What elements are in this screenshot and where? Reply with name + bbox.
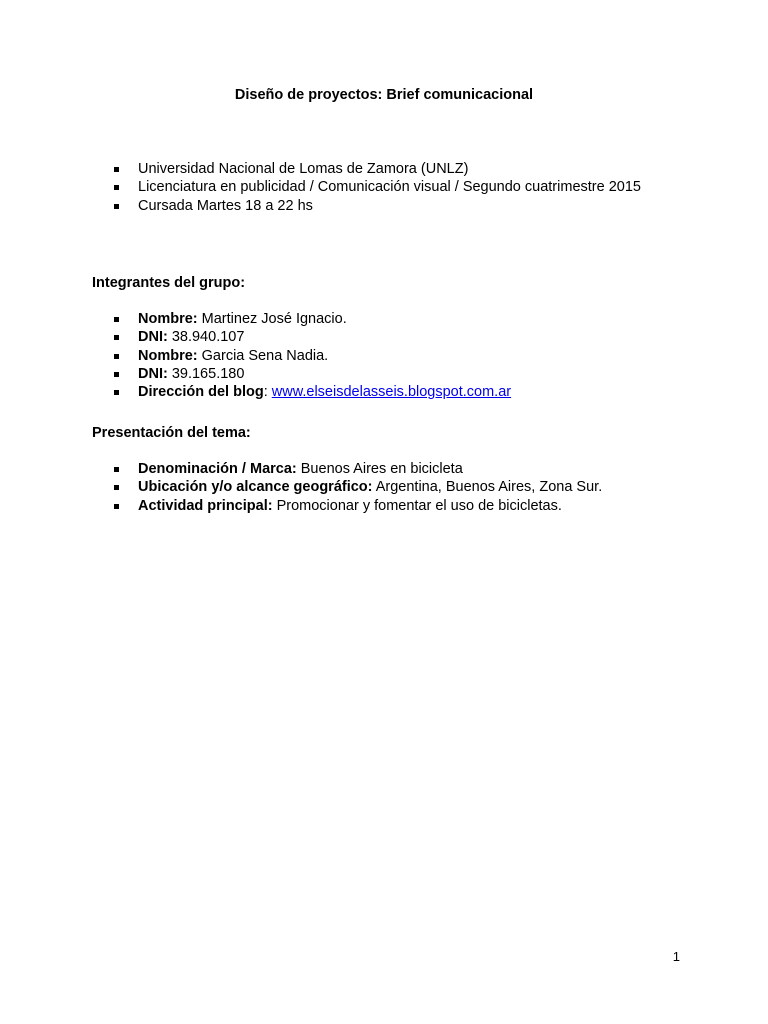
topic-heading: Presentación del tema: (92, 425, 251, 441)
square-bullet-icon (114, 185, 119, 190)
list-item (112, 197, 641, 215)
square-bullet-icon (114, 390, 119, 395)
location-label: Ubicación y/o alcance geográfico: (138, 479, 373, 496)
member-dni-value: 39.165.180 (167, 365, 245, 382)
member-dni-label: DNI: (138, 329, 168, 346)
list-item (112, 497, 602, 515)
blog-label: Dirección del blog (138, 384, 264, 401)
list-item (112, 383, 511, 401)
activity-value: Promocionar y fomentar el uso de bicicletas. (272, 497, 562, 514)
list-item (112, 328, 511, 346)
members-list (112, 310, 511, 401)
square-bullet-icon (114, 317, 119, 322)
member-name-label: Nombre: (138, 311, 198, 327)
blog-link[interactable]: www.elseisdelasseis.blogspot.com.ar (271, 384, 512, 401)
square-bullet-icon (114, 354, 119, 359)
list-item (112, 310, 511, 328)
course-schedule: Cursada Martes 18 a 22 hs (138, 197, 313, 214)
topic-list (112, 460, 602, 515)
square-bullet-icon (114, 485, 119, 490)
member-dni-label: DNI: (138, 365, 168, 382)
member-name-value: Martinez José Ignacio. (197, 311, 347, 327)
activity-label: Actividad principal: (138, 497, 273, 514)
course-info-list (112, 160, 641, 215)
square-bullet-icon (114, 167, 119, 172)
location-value: Argentina, Buenos Aires, Zona Sur. (372, 479, 603, 496)
list-item (112, 347, 511, 365)
list-item (112, 478, 602, 496)
list-item (112, 365, 511, 383)
member-dni-value: 38.940.107 (167, 329, 245, 346)
blog-separator: : (263, 384, 272, 401)
list-item (112, 160, 641, 178)
square-bullet-icon (114, 204, 119, 209)
list-item (112, 178, 641, 196)
member-name-label: Nombre: (138, 347, 198, 364)
member-name-value: Garcia Sena Nadia. (197, 347, 329, 364)
course-degree: Licenciatura en publicidad / Comunicación visual / Segundo cuatrimestre 2015 (138, 179, 641, 196)
page-number: 1 (672, 949, 680, 964)
members-heading: Integrantes del grupo: (92, 275, 246, 291)
square-bullet-icon (114, 504, 119, 509)
square-bullet-icon (114, 467, 119, 472)
course-university: Universidad Nacional de Lomas de Zamora (UNLZ) (138, 161, 469, 177)
list-item (112, 460, 602, 478)
square-bullet-icon (114, 372, 119, 377)
brand-label: Denominación / Marca: (138, 461, 297, 477)
brand-value: Buenos Aires en bicicleta (296, 461, 463, 477)
square-bullet-icon (114, 335, 119, 340)
page-title: Diseño de proyectos: Brief comunicacional (234, 87, 534, 103)
